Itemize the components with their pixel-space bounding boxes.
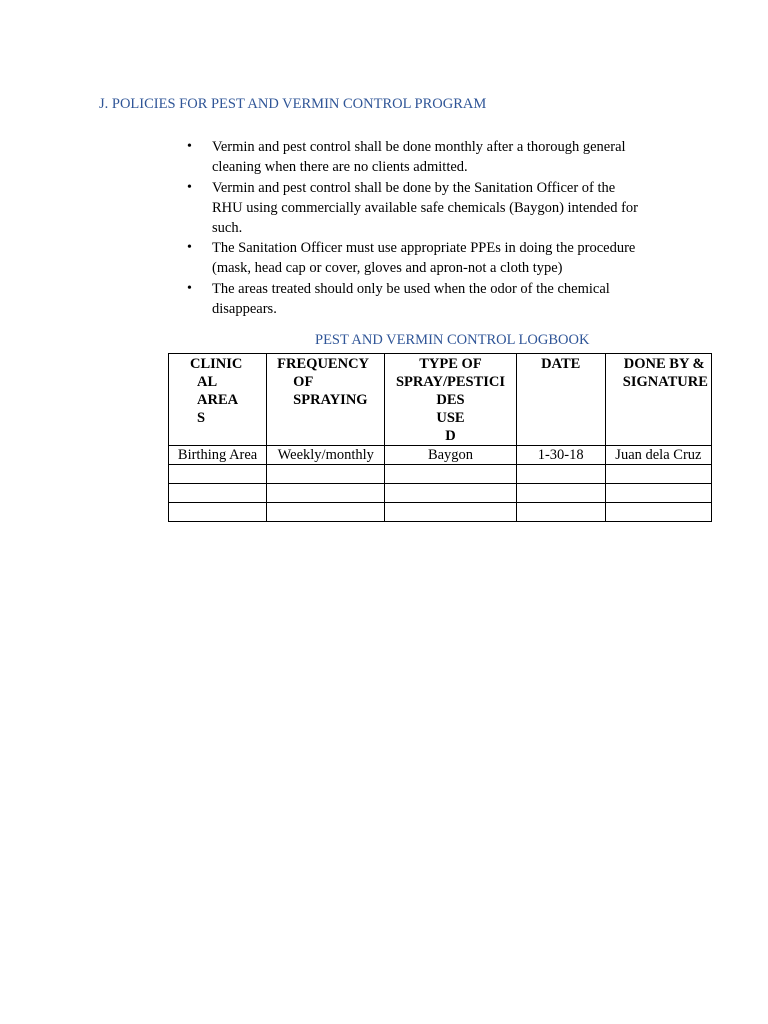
table-cell: [267, 484, 385, 503]
table-cell: [169, 484, 267, 503]
policy-bullet-text: The Sanitation Officer must use appropriate PPEs in doing the procedure (mask, head cap or cover, gloves and apron-not a cloth type): [212, 240, 636, 276]
header-frequency-of-spraying: FREQUENCY OF SPRAYING: [267, 354, 385, 446]
table-cell: [385, 484, 516, 503]
table-cell: [605, 465, 711, 484]
section-title: J. POLICIES FOR PEST AND VERMIN CONTROL PROGRAM: [99, 96, 487, 112]
table-row: [169, 503, 712, 522]
table-cell: [516, 465, 605, 484]
bullet-icon: •: [187, 280, 192, 296]
table-cell: Juan dela Cruz: [605, 446, 711, 465]
table-cell: [169, 465, 267, 484]
header-done-by-signature: DONE BY & SIGNATURE: [605, 354, 711, 446]
table-cell: 1-30-18: [516, 446, 605, 465]
table-cell: [605, 503, 711, 522]
header-clinical-areas: CLINIC AL AREA S: [169, 354, 267, 446]
policy-bullet-text: The areas treated should only be used when the odor of the chemical disappears.: [212, 280, 610, 317]
table-cell: [169, 503, 267, 522]
policy-bullet-list: [187, 137, 647, 319]
policy-bullet-item: [187, 238, 647, 278]
policy-bullet-item: [187, 279, 647, 319]
table-cell: [267, 503, 385, 522]
table-cell: [385, 465, 516, 484]
logbook-header-row: [169, 354, 712, 446]
bullet-icon: •: [187, 240, 192, 255]
table-cell: [385, 503, 516, 522]
header-date: DATE: [516, 354, 605, 446]
policy-bullet-item: [187, 137, 647, 177]
table-cell: Birthing Area: [169, 446, 267, 465]
bullet-icon: •: [187, 179, 192, 195]
logbook-table: [168, 353, 712, 522]
table-cell: [267, 465, 385, 484]
table-cell: [516, 484, 605, 503]
table-cell: Weekly/monthly: [267, 446, 385, 465]
table-row: [169, 465, 712, 484]
header-type-of-spray: TYPE OF SPRAY/PESTICI DES USE D: [385, 354, 516, 446]
table-row: [169, 446, 712, 465]
policy-bullet-item: [187, 178, 647, 238]
policy-bullet-text: Vermin and pest control shall be done monthly after a thorough general cleaning when there are no clients admitted.: [212, 139, 626, 175]
table-cell: [516, 503, 605, 522]
table-cell: [605, 484, 711, 503]
table-row: [169, 484, 712, 503]
policy-bullet-text: Vermin and pest control shall be done by the Sanitation Officer of the RHU using commercially available safe chemicals (Baygon) intended for such.: [212, 179, 638, 236]
table-cell: Baygon: [385, 446, 516, 465]
bullet-icon: •: [187, 139, 192, 154]
logbook-title: PEST AND VERMIN CONTROL LOGBOOK: [315, 332, 590, 348]
